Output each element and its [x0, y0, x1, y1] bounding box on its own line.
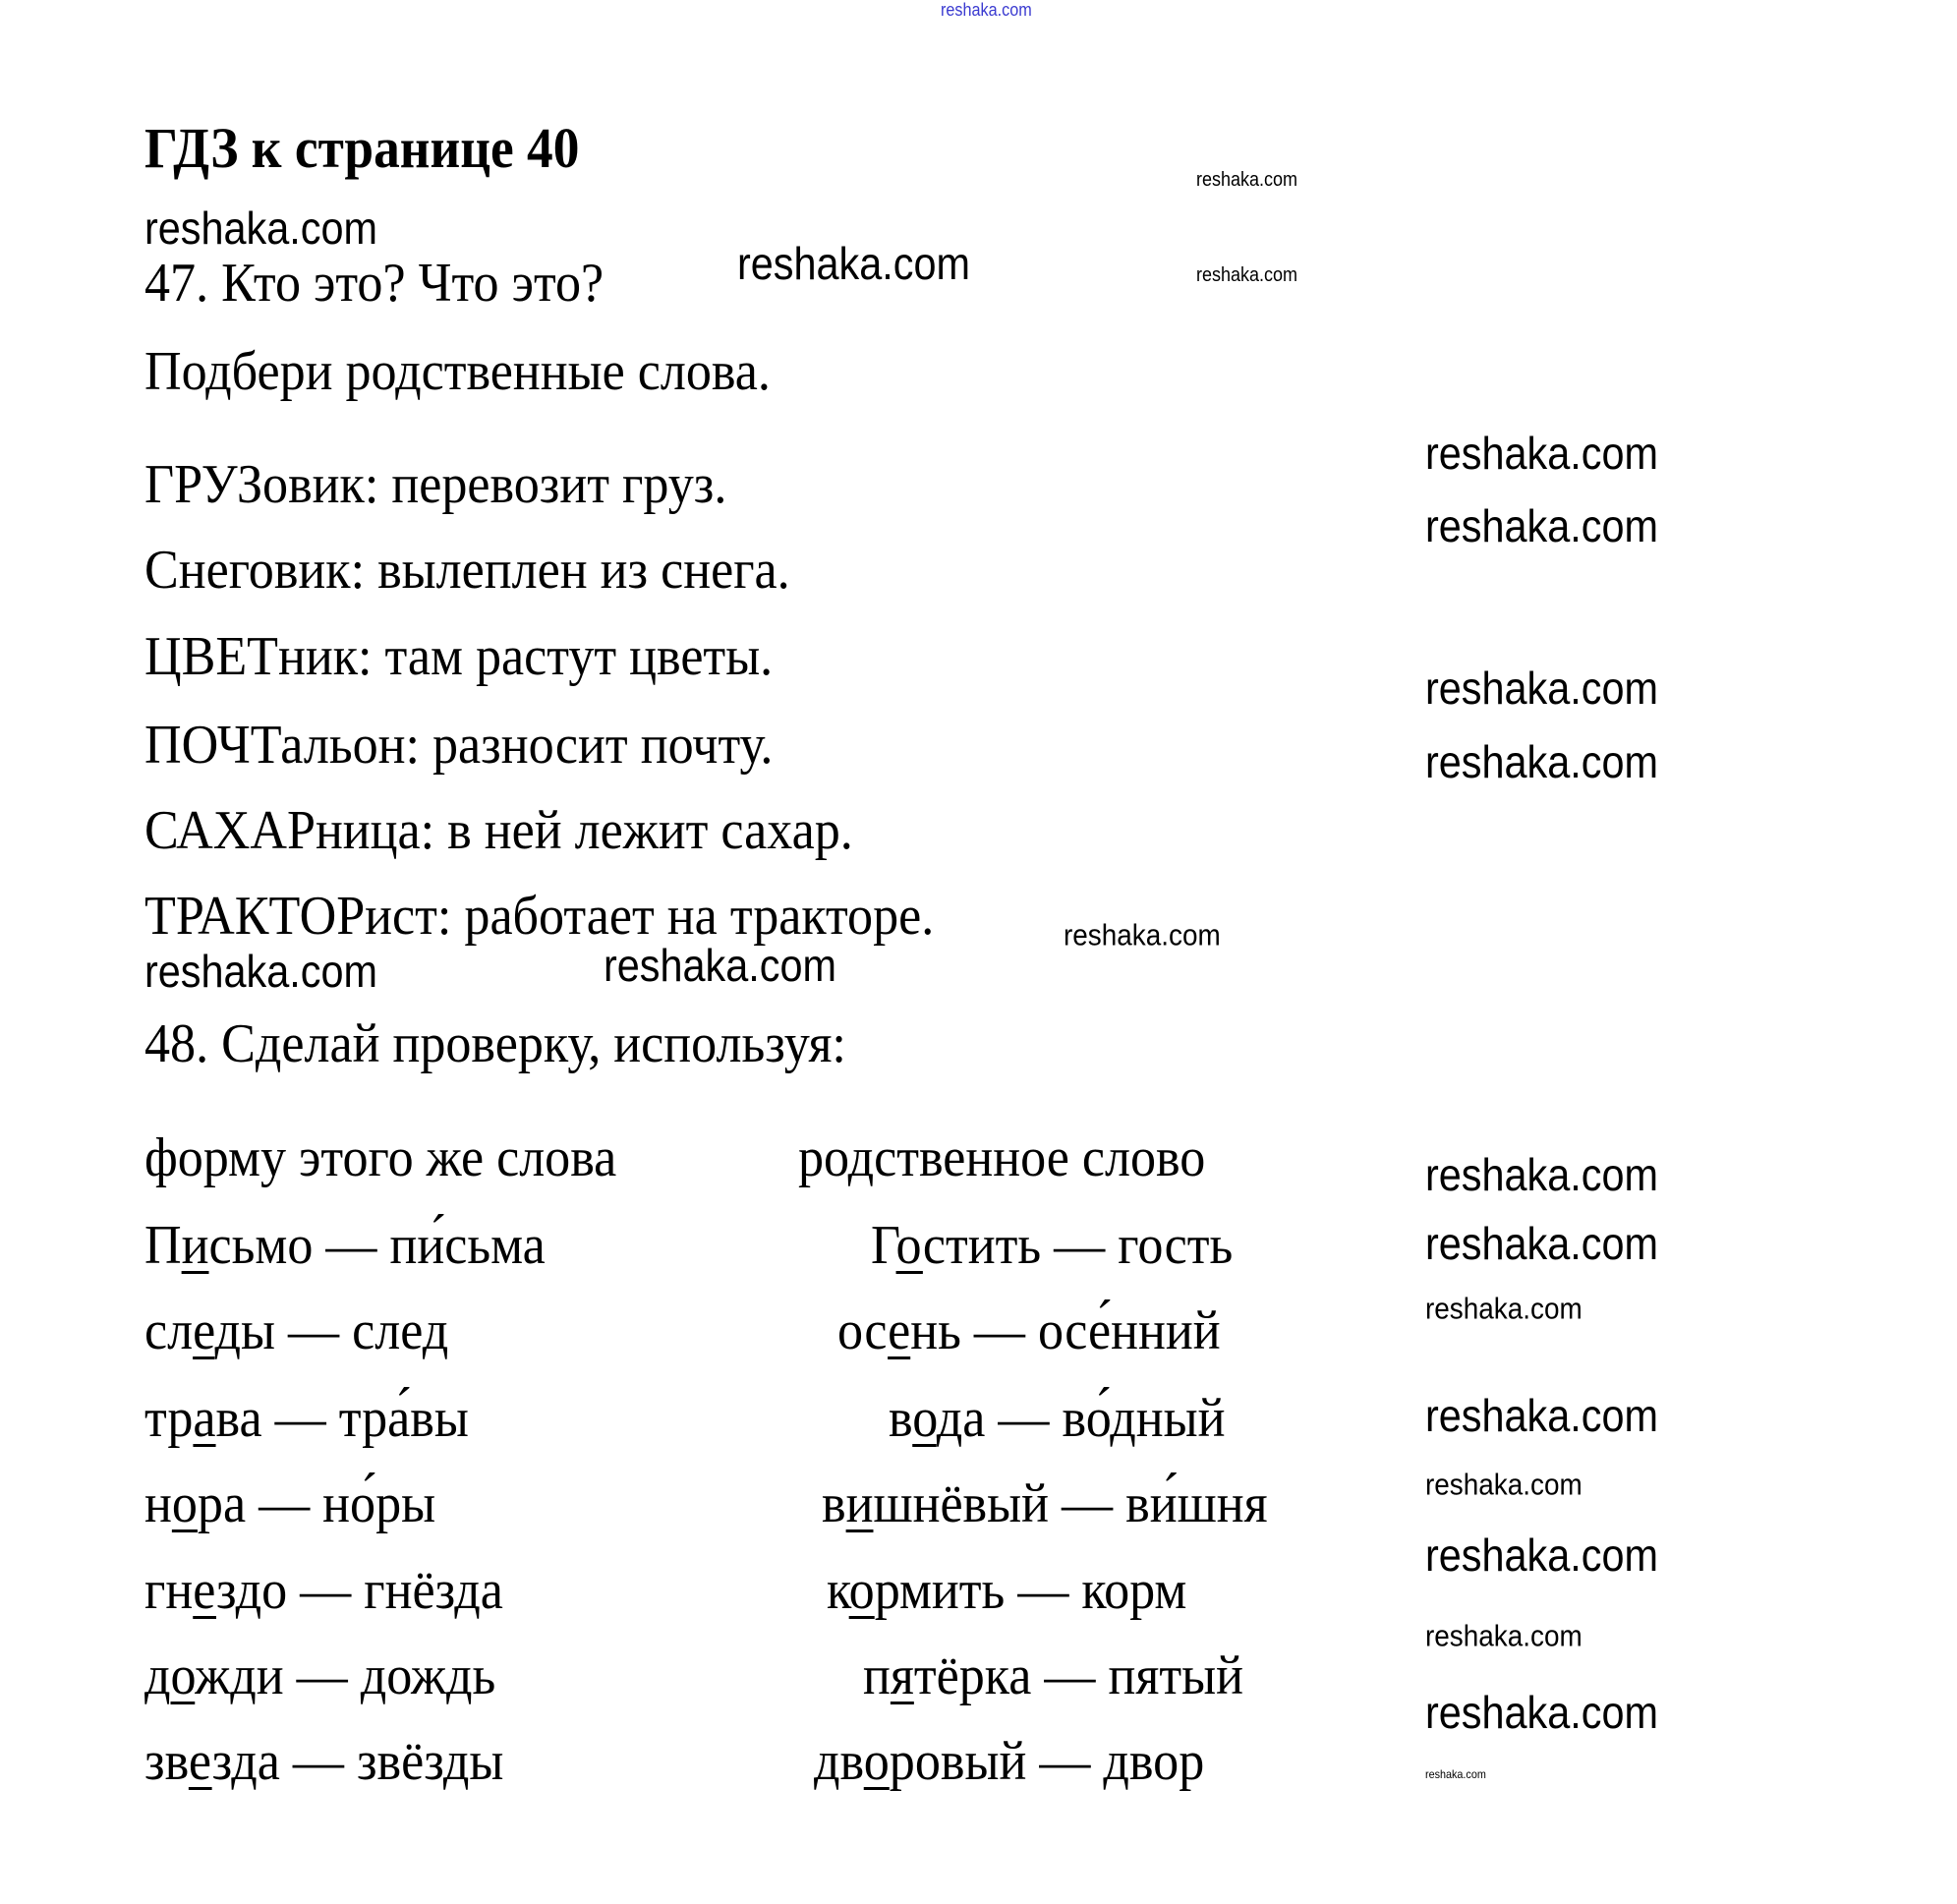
underlined-vowel: о [895, 1215, 923, 1276]
word-part: к [827, 1560, 849, 1621]
word-part: нь — осе́нний [910, 1300, 1221, 1361]
watermark: reshaka.com [144, 202, 378, 254]
watermark-top: reshaka.com [941, 0, 1032, 20]
underlined-vowel: о [912, 1388, 937, 1449]
watermark: reshaka.com [1425, 1767, 1486, 1781]
exercise-47-task: Подбери родственные слова. [144, 341, 771, 402]
word-pair-left [144, 1473, 436, 1534]
word-part: шнёвый — ви́шня [873, 1473, 1268, 1534]
underlined-vowel: е [193, 1560, 216, 1621]
word-part: д [144, 1645, 171, 1706]
line-item: ЦВЕТник: там растут цветы. [144, 626, 774, 687]
word-pair-right [827, 1560, 1187, 1621]
word-pair-left [144, 1560, 503, 1621]
watermark: reshaka.com [1425, 1529, 1659, 1581]
word-part: в [889, 1388, 913, 1449]
watermark: reshaka.com [144, 946, 378, 997]
word-pair-left [144, 1645, 496, 1706]
underlined-vowel: и [181, 1215, 209, 1276]
word-part: жди — дождь [195, 1645, 496, 1706]
word-pair-right [889, 1388, 1226, 1449]
word-part: ва — тра́вы [215, 1388, 469, 1449]
line-item: ГРУЗовик: перевозит груз. [144, 454, 727, 515]
word-part: в [822, 1473, 846, 1534]
word-part: сл [144, 1300, 194, 1361]
word-pair-right [822, 1473, 1268, 1534]
watermark: reshaka.com [1196, 264, 1298, 286]
exercise-47-title: 47. Кто это? Что это? [144, 253, 604, 314]
word-pair-right [863, 1645, 1243, 1706]
word-part: п [863, 1645, 891, 1706]
line-item: ТРАКТОРист: работает на тракторе. [144, 886, 935, 947]
watermark: reshaka.com [1425, 1618, 1583, 1653]
line-item: Снеговик: вылеплен из снега. [144, 540, 790, 601]
line-item: ПОЧТальон: разносит почту. [144, 715, 774, 776]
underlined-vowel: о [170, 1645, 196, 1706]
watermark: reshaka.com [1425, 736, 1659, 787]
word-part: ра — но́ры [197, 1473, 436, 1534]
watermark: reshaka.com [604, 940, 837, 991]
word-pair-right [837, 1300, 1221, 1361]
word-part: ос [837, 1300, 889, 1361]
word-pair-left [144, 1731, 504, 1792]
word-pair-left [144, 1388, 469, 1449]
watermark: reshaka.com [1196, 169, 1298, 191]
word-pair-left [144, 1300, 449, 1361]
word-part: стить — гость [922, 1215, 1234, 1276]
watermark: reshaka.com [1425, 1149, 1659, 1200]
watermark: reshaka.com [1425, 1687, 1659, 1738]
watermark: reshaka.com [1064, 917, 1221, 952]
column-header-left: форму этого же слова [144, 1127, 617, 1188]
watermark: reshaka.com [1425, 1390, 1659, 1441]
underlined-vowel: о [171, 1473, 198, 1534]
word-part: зда — звёзды [211, 1731, 504, 1792]
word-part: здо — гнёзда [215, 1560, 503, 1621]
page-heading: ГДЗ к странице 40 [144, 116, 580, 180]
line-item: САХАРница: в ней лежит сахар. [144, 800, 853, 861]
word-part: ды — след [214, 1300, 449, 1361]
watermark: reshaka.com [737, 238, 971, 289]
word-part: зв [144, 1731, 189, 1792]
underlined-vowel: е [193, 1300, 215, 1361]
word-part: сьмо — пи́сьма [208, 1215, 546, 1276]
underlined-vowel: и [845, 1473, 874, 1534]
watermark: reshaka.com [1425, 1467, 1583, 1502]
word-pair-left [144, 1215, 546, 1276]
watermark: reshaka.com [1425, 500, 1659, 551]
underlined-vowel: е [188, 1731, 212, 1792]
underlined-vowel: а [193, 1388, 216, 1449]
word-part: тр [144, 1388, 194, 1449]
watermark: reshaka.com [1425, 663, 1659, 714]
watermark: reshaka.com [1425, 428, 1659, 479]
word-part: тёрка — пятый [913, 1645, 1243, 1706]
word-pair-right [871, 1215, 1234, 1276]
exercise-48-title: 48. Сделай проверку, используя: [144, 1013, 846, 1074]
word-part: да — во́дный [936, 1388, 1226, 1449]
word-part: н [144, 1473, 172, 1534]
word-part: Г [871, 1215, 896, 1276]
underlined-vowel: о [863, 1731, 890, 1792]
watermark: reshaka.com [1425, 1218, 1659, 1269]
word-part: рмить — корм [874, 1560, 1187, 1621]
watermark: reshaka.com [1425, 1291, 1583, 1326]
underlined-vowel: о [848, 1560, 875, 1621]
word-part: гн [144, 1560, 194, 1621]
word-part: П [144, 1215, 182, 1276]
word-pair-right [814, 1731, 1205, 1792]
word-part: ровый — двор [889, 1731, 1205, 1792]
underlined-vowel: я [890, 1645, 914, 1706]
word-part: дв [814, 1731, 864, 1792]
column-header-right: родственное слово [798, 1127, 1206, 1188]
underlined-vowel: е [888, 1300, 911, 1361]
